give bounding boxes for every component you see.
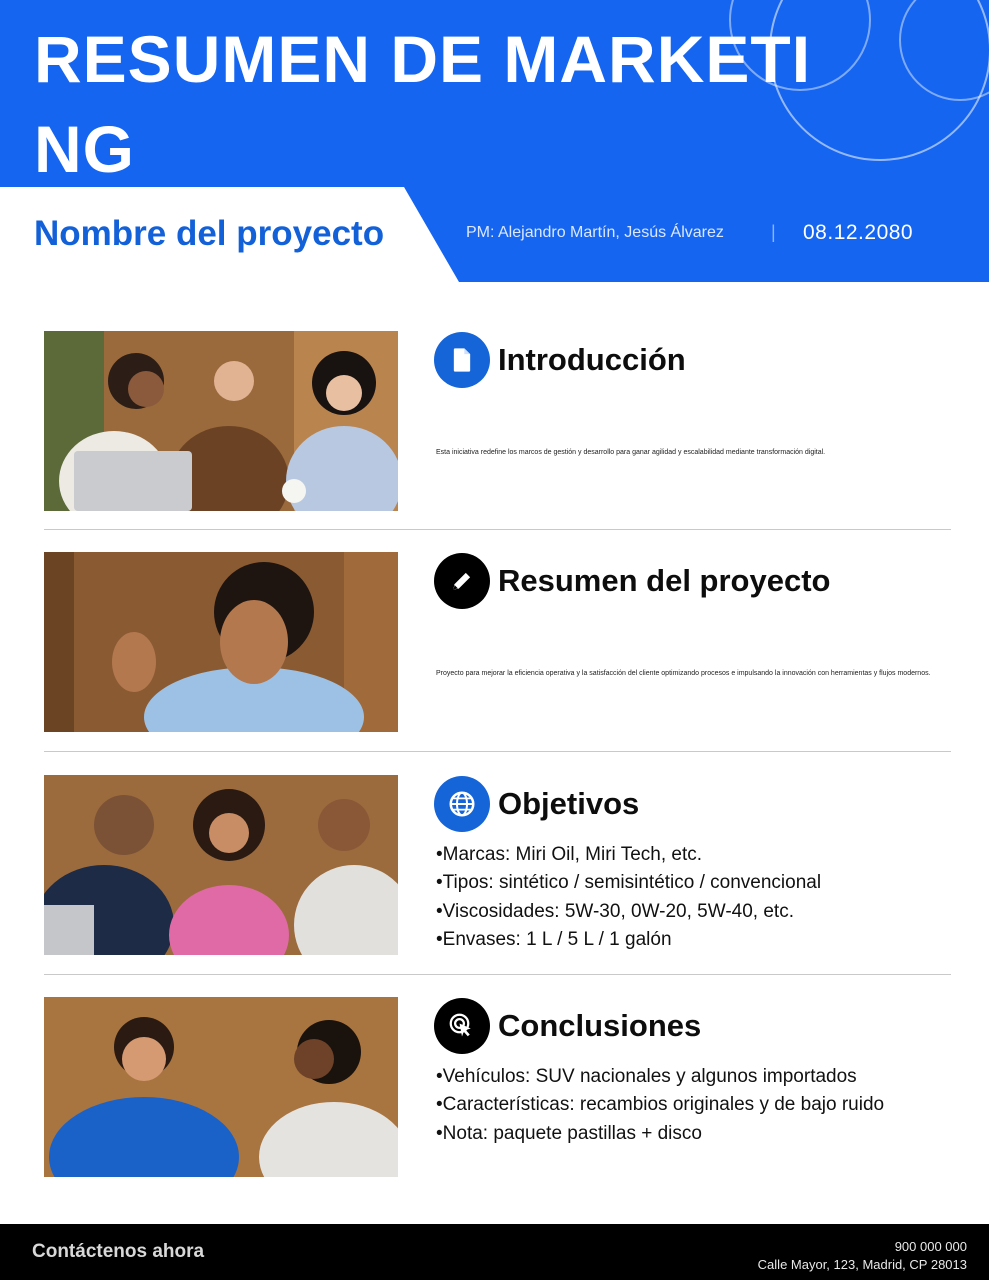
section-title: Resumen del proyecto xyxy=(498,563,831,598)
document-icon xyxy=(434,332,490,388)
page-title: RESUMEN DE MARKETI NG xyxy=(34,22,812,186)
section-conclusions xyxy=(0,997,989,1197)
section-divider xyxy=(44,974,951,975)
section-title: Conclusiones xyxy=(498,1008,702,1043)
section-text: Esta iniciativa redefine los marcos de gestión y desarrollo para ganar agilidad y escalabilidad mediante transformación digital. xyxy=(436,449,826,456)
list-item: • Marcas: Miri Oil, Miri Tech, etc. xyxy=(436,841,821,869)
header-separator: | xyxy=(771,222,776,242)
list-item: • Características: recambios originales y de bajo ruido xyxy=(436,1091,884,1119)
section-text: Proyecto para mejorar la eficiencia operativa y la satisfacción del cliente optimizando procesos e impulsando la innovación con herramientas y flujos modernos. xyxy=(436,670,931,677)
globe-icon xyxy=(434,776,490,832)
two-friends-photo xyxy=(44,997,398,1177)
project-managers: PM: Alejandro Martín, Jesús Álvarez xyxy=(466,224,724,241)
section-introduction xyxy=(0,331,989,531)
list-item: • Vehículos: SUV nacionales y algunos importados xyxy=(436,1063,884,1091)
pencil-icon xyxy=(434,553,490,609)
section-objectives xyxy=(0,775,989,975)
section-project-summary xyxy=(0,552,989,752)
section-title: Objetivos xyxy=(498,786,640,821)
footer xyxy=(0,1224,989,1280)
project-date: 08.12.2080 xyxy=(803,221,914,244)
list-item: • Envases: 1 L / 5 L / 1 galón xyxy=(436,926,821,954)
team-laptop-photo xyxy=(44,331,398,511)
contact-cta[interactable]: Contáctenos ahora xyxy=(32,1241,205,1262)
conclusions-list xyxy=(436,1063,884,1148)
objectives-list xyxy=(436,841,821,955)
project-name: Nombre del proyecto xyxy=(34,214,385,253)
list-item: • Tipos: sintético / semisintético / convencional xyxy=(436,869,821,897)
contact-phone: 900 000 000 xyxy=(894,1239,967,1254)
smiling-woman-photo xyxy=(44,552,398,732)
section-divider xyxy=(44,751,951,752)
cursor-click-icon xyxy=(434,998,490,1054)
contact-address: Calle Mayor, 123, Madrid, CP 28013 xyxy=(757,1257,967,1272)
list-item: • Nota: paquete pastillas + disco xyxy=(436,1120,884,1148)
section-divider xyxy=(44,529,951,530)
section-title: Introducción xyxy=(498,342,686,377)
three-friends-photo xyxy=(44,775,398,955)
list-item: • Viscosidades: 5W-30, 0W-20, 5W-40, etc. xyxy=(436,898,821,926)
